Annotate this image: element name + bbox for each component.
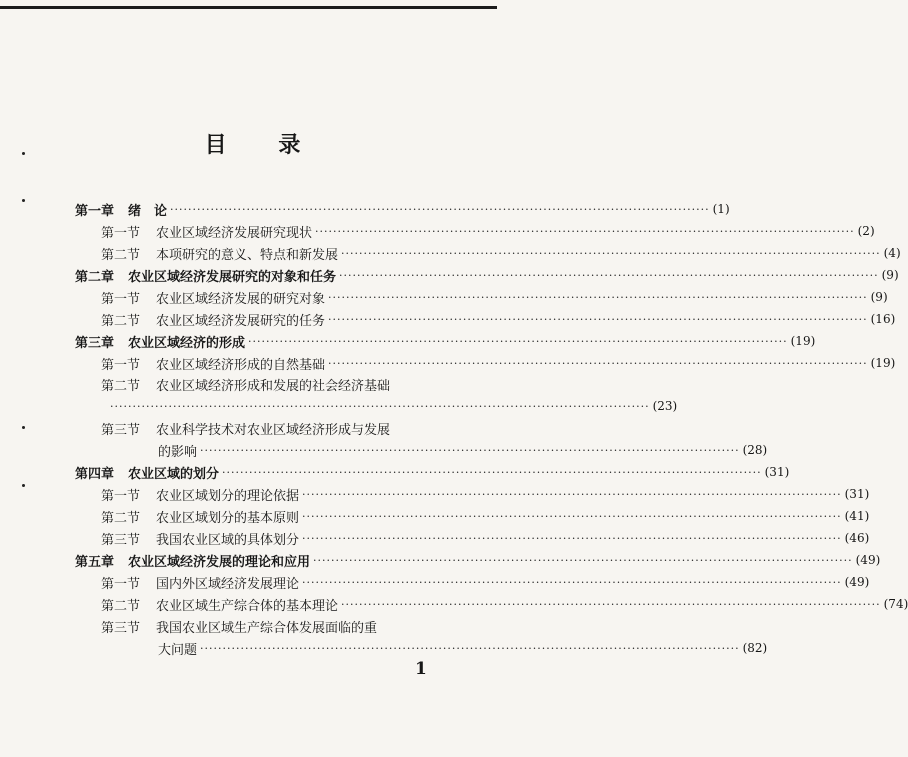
section-label: 第二节 [101,247,141,263]
toc-chapter-entry [75,265,899,285]
chapter-label: 第四章 [75,466,115,482]
dot-leader: ························································································································ [110,399,650,413]
toc-section-entry [101,309,896,329]
dot-leader: ························································································································ [328,356,868,370]
entry-title: 农业区域的划分 [128,466,220,482]
page-ref: (49) [855,553,881,567]
page-ref: (49) [844,575,870,589]
toc-section-entry [101,594,908,614]
dot-leader: ························································································································ [170,202,710,216]
entry-title: 的影响 [158,444,198,460]
entry-title: 农业区域经济形成和发展的社会经济基础 [156,378,391,394]
page-ref: (31) [844,487,870,501]
toc-section-entry [101,353,896,373]
page-ref: (41) [844,509,870,523]
toc-section-entry [101,484,870,504]
section-label: 第二节 [101,598,141,614]
page-ref: (31) [764,465,790,479]
toc-section-entry [101,528,870,548]
dot-leader: ························································································································ [339,268,879,282]
dot-leader: ························································································································ [313,553,853,567]
dot-leader: ························································································································ [302,531,842,545]
toc-section-entry [101,616,443,636]
section-label: 第一节 [101,576,141,592]
section-label: 第二节 [101,510,141,526]
entry-title: 大问题 [158,642,198,658]
toc-chapter-entry [75,331,816,351]
chapter-label: 第五章 [75,554,115,570]
toc-section-entry [101,221,875,241]
toc-section-entry [101,572,870,592]
section-label: 第一节 [101,291,141,307]
dot-leader: ························································································································ [200,641,740,655]
entry-title: 农业区域划分的基本原则 [156,510,300,526]
page-ref: (19) [870,356,896,370]
section-label: 第三节 [101,532,141,548]
entry-title: 我国农业区域的具体划分 [156,532,300,548]
section-label: 第一节 [101,357,141,373]
page-title: 目 录 [204,133,323,158]
toc-section-entry [101,418,443,438]
toc-section-entry [101,287,888,307]
entry-title: 农业区域经济发展研究的任务 [156,313,326,329]
page-ref: (4) [883,246,901,260]
toc-chapter-entry [75,199,730,219]
entry-title: 国内外区域经济发展理论 [156,576,300,592]
dot-leader: ························································································································ [341,597,881,611]
page-ref: (9) [881,268,899,282]
toc-continuation-line [158,638,768,658]
chapter-label: 第二章 [75,269,115,285]
entry-title: 农业区域经济发展研究现状 [156,225,313,241]
dot-leader: ························································································································ [315,224,855,238]
page-ref: (46) [844,531,870,545]
dot-leader: ························································································································ [328,290,868,304]
chapter-label: 第一章 [75,203,115,219]
page-ref: (28) [742,443,768,457]
toc-section-entry [101,506,870,526]
entry-title: 农业区域经济形成的自然基础 [156,357,326,373]
page-ref: (23) [652,399,678,413]
dot-leader: ························································································································ [328,312,868,326]
chapter-label: 第三章 [75,335,115,351]
dot-leader: ························································································································ [302,509,842,523]
dot-leader: ························································································································ [341,246,881,260]
page-ref: (9) [870,290,888,304]
toc-chapter-entry [75,550,881,570]
page-ref: (16) [870,312,896,326]
toc-section-entry [101,374,443,394]
section-label: 第二节 [101,378,141,394]
section-label: 第三节 [101,422,141,438]
page-ref: (74) [883,597,908,611]
entry-title: 我国农业区域生产综合体发展面临的重 [156,620,378,636]
page-ref: (19) [790,334,816,348]
entry-title: 农业区域经济发展研究的对象和任务 [128,269,337,285]
page-ref: (2) [857,224,875,238]
section-label: 第二节 [101,313,141,329]
dot-leader: ························································································································ [248,334,788,348]
page-ref: (1) [712,202,730,216]
section-label: 第一节 [101,488,141,504]
dot-leader: ························································································································ [222,465,762,479]
dot-leader: ························································································································ [200,443,740,457]
dot-leader: ························································································································ [302,575,842,589]
entry-title: 农业区域划分的理论依据 [156,488,300,504]
entry-title: 农业区域生产综合体的基本理论 [156,598,339,614]
entry-title: 本项研究的意义、特点和新发展 [156,247,339,263]
entry-title: 农业区域经济的形成 [128,335,246,351]
entry-title: 农业区域经济发展的研究对象 [156,291,326,307]
toc-chapter-entry [75,462,790,482]
page-ref: (82) [742,641,768,655]
section-label: 第一节 [101,225,141,241]
page-number: 1 [415,659,427,679]
entry-title: 农业区域经济发展的理论和应用 [128,554,311,570]
dot-leader: ························································································································ [302,487,842,501]
toc-section-entry [101,243,901,263]
entry-title: 绪 论 [128,203,168,219]
entry-title: 农业科学技术对农业区域经济形成与发展 [156,422,391,438]
toc-continuation-line [158,440,768,460]
toc-continuation-line [107,396,678,416]
section-label: 第三节 [101,620,141,636]
